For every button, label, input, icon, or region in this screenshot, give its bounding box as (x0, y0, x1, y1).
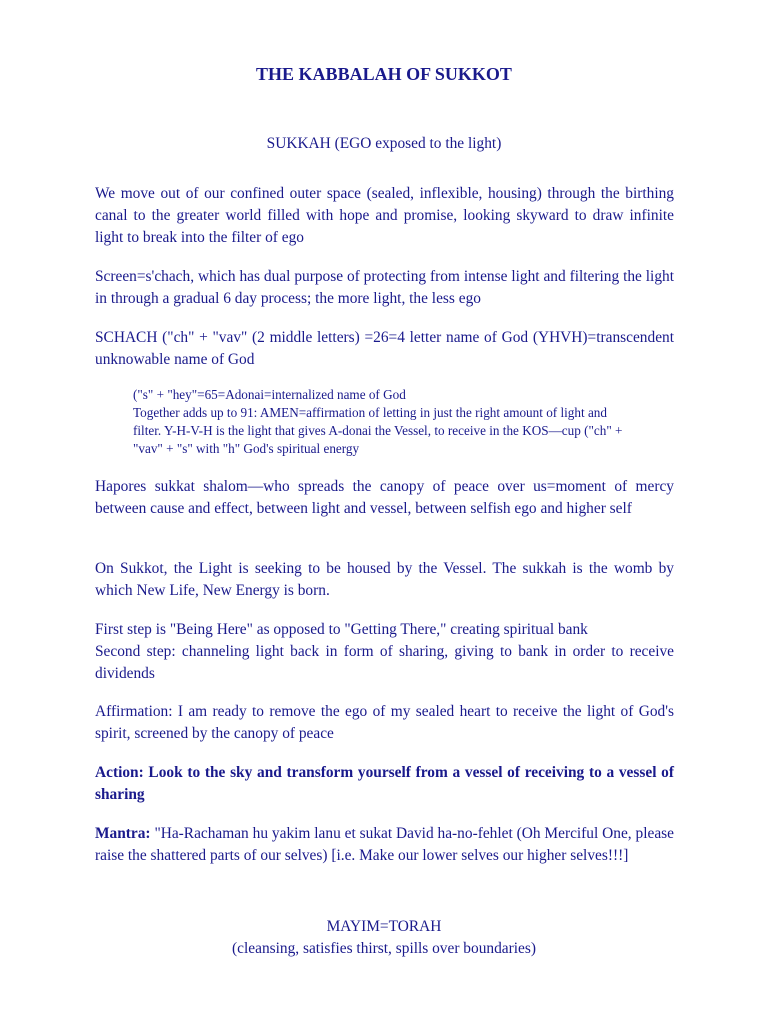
indented-note-block (133, 386, 638, 458)
paragraph-screen-schach: Screen=s'chach, which has dual purpose of protecting from intense light and filtering the light in through a gradual 6 day process; the more light, the less ego (95, 268, 674, 307)
paragraph-steps (95, 619, 674, 685)
paragraph-confined-space: We move out of our confined outer space (sealed, inflexible, housing) through the birthing canal to the greater world filled with hope and promise, looking skyward to draw infinite light to break into the filter of ego (95, 185, 674, 246)
paragraph-mantra (95, 823, 674, 867)
indented-note-line: ("s" + "hey"=65=Adonai=internalized name of God (133, 387, 406, 402)
paragraph-hapores: Hapores sukkat shalom—who spreads the canopy of peace over us=moment of mercy between cause and effect, between light and vessel, between selfish ego and higher self (95, 478, 674, 517)
mantra-text: "Ha-Rachaman hu yakim lanu et sukat David ha-no-fehlet (Oh Merciful One, please raise the shattered parts of our selves) [i.e. Make our lower selves our higher selves!!!] (95, 825, 674, 864)
page-title: THE KABBALAH OF SUKKOT (256, 64, 512, 84)
second-step-line: Second step: channeling light back in form of sharing, giving to bank in order to receive dividends (95, 643, 674, 682)
paragraph-sukkot-light: On Sukkot, the Light is seeking to be housed by the Vessel. The sukkah is the womb by which New Life, New Energy is born. (95, 560, 674, 599)
mantra-label: Mantra: (95, 825, 151, 842)
paragraph-action: Action: Look to the sky and transform yourself from a vessel of receiving to a vessel of sharing (95, 764, 674, 803)
paragraph-schach-letters: SCHACH ("ch" + "vav" (2 middle letters) =26=4 letter name of God (YHVH)=transcendent unknowable name of God (95, 329, 674, 368)
paragraph-affirmation: Affirmation: I am ready to remove the ego of my sealed heart to receive the light of God's spirit, screened by the canopy of peace (95, 703, 674, 742)
section-subtitle-mayim: (cleansing, satisfies thirst, spills over boundaries) (232, 940, 536, 957)
section-title-mayim: MAYIM=TORAH (326, 918, 442, 935)
first-step-line: First step is "Being Here" as opposed to "Getting There," creating spiritual bank (95, 621, 588, 638)
indented-note-paragraph: Together adds up to 91: AMEN=affirmation of letting in just the right amount of light and filter. Y-H-V-H is the light that gives A-donai the Vessel, to receive in the KOS—cup ("ch" + "vav" + "s" with "h" God's spiritual energy (133, 405, 623, 456)
section-subtitle-sukkah: SUKKAH (EGO exposed to the light) (266, 135, 502, 152)
